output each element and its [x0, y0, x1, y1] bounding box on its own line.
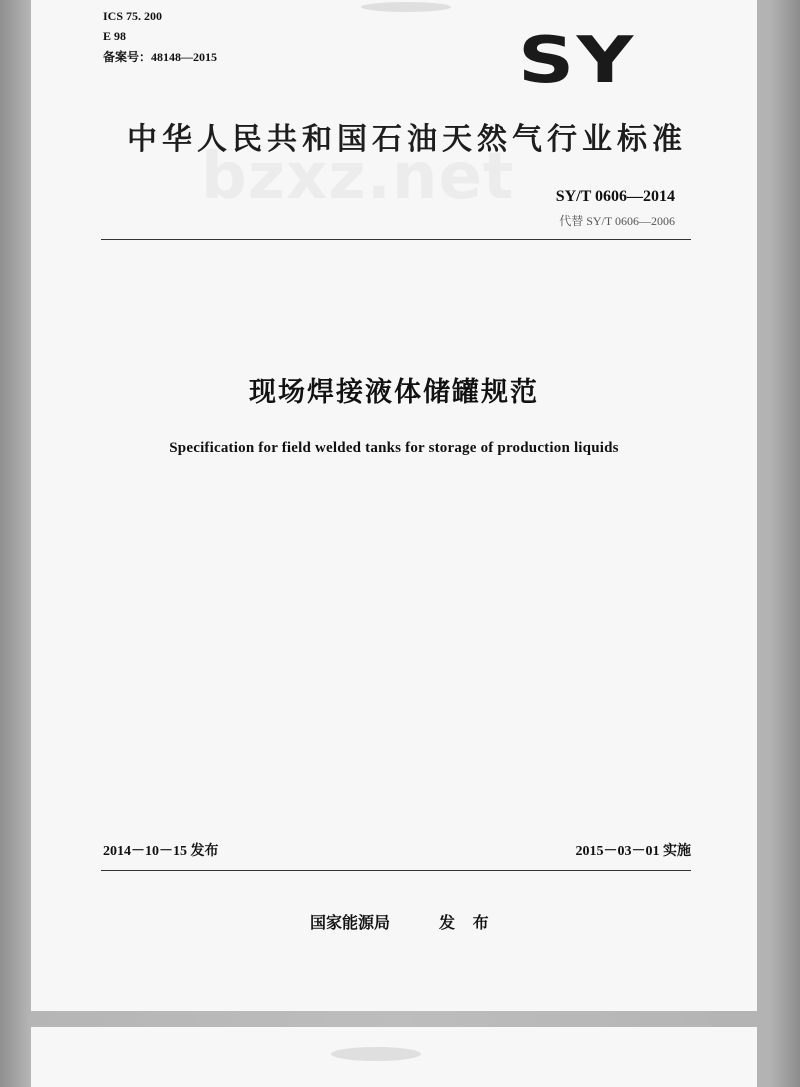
record-number: 备案号：48148—2015 [103, 50, 218, 64]
category-code: E 98 [103, 29, 127, 43]
publish-label: 发 布 [439, 913, 495, 932]
sy-logo: SY [518, 24, 636, 98]
industry-standard-title: 中华人民共和国石油天然气行业标准 [127, 122, 687, 157]
document-title-cn: 现场焊接液体储罐规范 [249, 377, 539, 408]
watermark: bzxz.net [201, 140, 515, 214]
implementation-date: 2015－03－01 实施 [575, 844, 691, 859]
document-page [31, 0, 757, 1011]
top-divider [101, 239, 691, 240]
next-document-page [31, 1027, 757, 1087]
scan-smudge [331, 1047, 421, 1061]
bottom-divider [101, 870, 691, 871]
scan-smudge [361, 2, 451, 12]
standard-number: SY/T 0606—2014 [555, 188, 675, 205]
issuing-authority: 国家能源局 [310, 913, 391, 932]
issue-date: 2014－10－15 发布 [103, 844, 219, 859]
ics-code: ICS 75. 200 [103, 9, 163, 23]
document-title-en: Specification for field welded tanks for storage of production liquids [169, 440, 619, 456]
replaces-standard: 代替 SY/T 0606—2006 [559, 214, 675, 228]
